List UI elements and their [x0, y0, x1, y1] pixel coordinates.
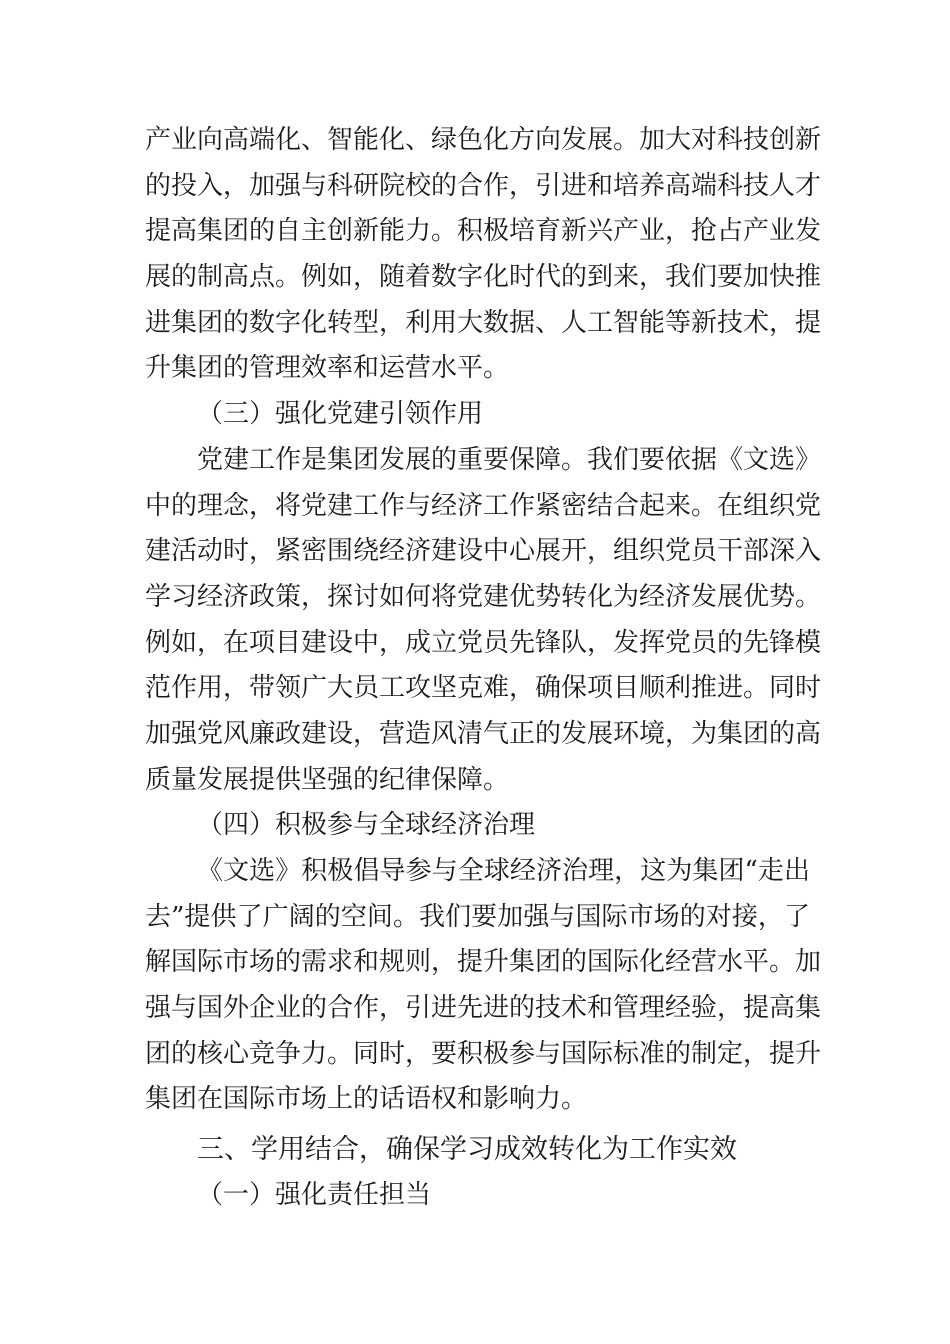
text-line: 提高集团的自主创新能力。积极培育新兴产业，抢占产业发 [145, 216, 822, 247]
text-line: 解国际市场的需求和规则，提升集团的国际化经营水平。加 [145, 947, 822, 978]
subheading-party-building: （三）强化党建引领作用 [197, 399, 484, 430]
text-line: 集团在国际市场上的话语权和影响力。 [145, 1084, 588, 1115]
text-line: 例如，在项目建设中，成立党员先锋队，发挥党员的先锋模 [145, 627, 822, 658]
text-line: 强与国外企业的合作，引进先进的技术和管理经验，提高集 [145, 993, 822, 1024]
text-line: 建活动时，紧密围绕经济建设中心展开，组织党员干部深入 [145, 536, 822, 567]
paragraph-tech-innovation [145, 118, 822, 392]
text-line: 展的制高点。例如，随着数字化时代的到来，我们要加快推 [145, 262, 822, 293]
text-line: 中的理念，将党建工作与经济工作紧密结合起来。在组织党 [145, 490, 822, 521]
text-line: 产业向高端化、智能化、绿色化方向发展。加大对科技创新 [145, 125, 822, 155]
text-line: 学习经济政策，探讨如何将党建优势转化为经济发展优势。 [145, 581, 822, 612]
text-line: 团的核心竞争力。同时，要积极参与国际标准的制定，提升 [145, 1038, 822, 1069]
text-line: 党建工作是集团发展的重要保障。我们要依据《文选》 [197, 444, 822, 475]
text-line: 范作用，带领广大员工攻坚克难，确保项目顺利推进。同时 [145, 673, 822, 704]
paragraph-global-governance [145, 849, 822, 1123]
text-line: 去”提供了广阔的空间。我们要加强与国际市场的对接，了 [145, 901, 810, 932]
text-line: 质量发展提供坚强的纪律保障。 [145, 764, 510, 795]
section-heading-three: 三、学用结合，确保学习成效转化为工作实效 [197, 1134, 737, 1166]
subheading-responsibility: （一）强化责任担当 [197, 1179, 432, 1210]
paragraph-party-building [145, 438, 822, 804]
text-line: 《文选》积极倡导参与全球经济治理，这为集团“走出 [197, 856, 810, 886]
subheading-global-governance: （四）积极参与全球经济治理 [197, 810, 536, 841]
text-line: 加强党风廉政建设，营造风清气正的发展环境，为集团的高 [145, 718, 822, 749]
text-line: 的投入，加强与科研院校的合作，引进和培养高端科技人才 [145, 170, 822, 201]
text-line: 进集团的数字化转型，利用大数据、人工智能等新技术，提 [145, 307, 822, 338]
document-page [145, 118, 822, 1219]
text-line: 升集团的管理效率和运营水平。 [145, 353, 510, 384]
